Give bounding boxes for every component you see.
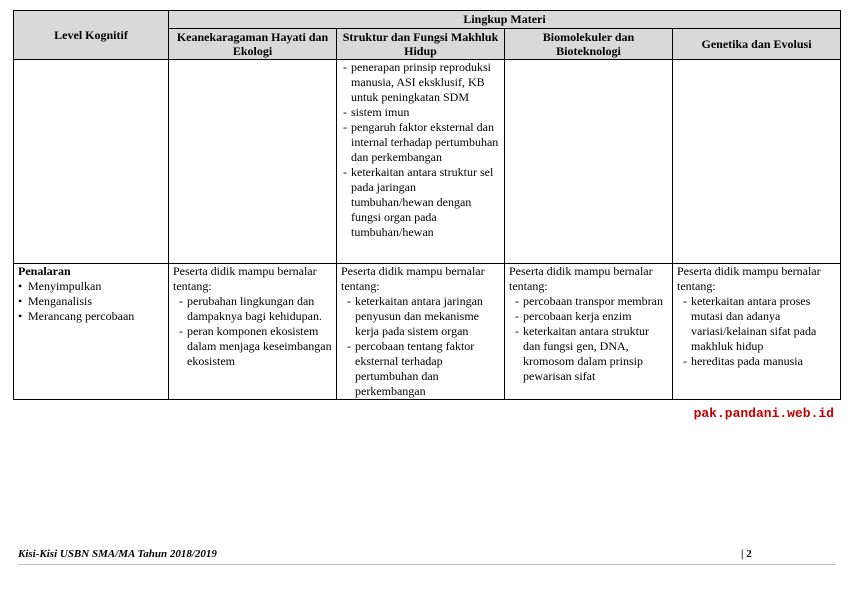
table-cell-struktur: [337, 264, 505, 400]
list-item: - sistem imun: [341, 105, 500, 120]
watermark-link[interactable]: pak.pandani.web.id: [693, 406, 834, 421]
cell-intro: Peserta didik mampu bernalar tentang:: [677, 264, 821, 293]
table-row-continuation: [14, 60, 841, 264]
list-item: • Menganalisis: [18, 294, 164, 309]
column-header-genetika: Genetika dan Evolusi: [673, 29, 841, 60]
list-item: - peran komponen ekosistem dalam menjaga keseimbangan ekosistem: [173, 324, 332, 369]
list-item: - percobaan kerja enzim: [509, 309, 668, 324]
kisi-kisi-table: [13, 10, 841, 400]
level-title: Penalaran: [18, 264, 71, 278]
cell-intro: Peserta didik mampu bernalar tentang:: [173, 264, 317, 293]
list-item: - perubahan lingkungan dan dampaknya bagi kehidupan.: [173, 294, 332, 324]
list-item: - percobaan tentang faktor eksternal terhadap pertumbuhan dan perkembangan: [341, 339, 500, 399]
list-item: - penerapan prinsip reproduksi manusia, ASI eksklusif, KB untuk peningkatan SDM: [341, 60, 500, 105]
lingkup-materi-header: Lingkup Materi: [169, 11, 841, 29]
table-cell-struktur-continued: [337, 60, 505, 264]
list-item: - keterkaitan antara proses mutasi dan adanya variasi/kelainan sifat pada makhluk hidup: [677, 294, 836, 354]
list-item: - keterkaitan antara struktur sel pada jaringan tumbuhan/hewan dengan fungsi organ pada tumbuhan/hewan: [341, 165, 500, 240]
footer-separator: |: [741, 548, 744, 560]
column-header-keanekaragaman: Keanekaragaman Hayati dan Ekologi: [169, 29, 337, 60]
table-cell: [673, 60, 841, 264]
list-item: • Merancang percobaan: [18, 309, 164, 324]
table-cell-biomolekuler: [505, 264, 673, 400]
page-footer: [18, 546, 836, 565]
table-cell-level: [14, 264, 169, 400]
column-header-biomolekuler: Biomolekuler dan Bioteknologi: [505, 29, 673, 60]
page-number-block: [741, 548, 752, 560]
header-row-main: [14, 11, 841, 29]
table-cell: [169, 60, 337, 264]
list-item: - pengaruh faktor eksternal dan internal terhadap pertumbuhan dan perkembangan: [341, 120, 500, 165]
cell-intro: Peserta didik mampu bernalar tentang:: [509, 264, 653, 293]
list-item: - percobaan transpor membran: [509, 294, 668, 309]
table-cell-genetika: [673, 264, 841, 400]
list-item: • Menyimpulkan: [18, 279, 164, 294]
list-item: - keterkaitan antara struktur dan fungsi gen, DNA, kromosom dalam prinsip pewarisan sifat: [509, 324, 668, 384]
table-cell-keanekaragaman: [169, 264, 337, 400]
column-header-struktur: Struktur dan Fungsi Makhluk Hidup: [337, 29, 505, 60]
list-item: - hereditas pada manusia: [677, 354, 836, 369]
level-kognitif-header: Level Kognitif: [14, 11, 169, 60]
table-cell: [505, 60, 673, 264]
list-item: - keterkaitan antara jaringan penyusun dan mekanisme kerja pada sistem organ: [341, 294, 500, 339]
table-cell: [14, 60, 169, 264]
page-number: 2: [746, 548, 752, 560]
cell-intro: Peserta didik mampu bernalar tentang:: [341, 264, 485, 293]
table-row-penalaran: [14, 264, 841, 400]
footer-title: Kisi-Kisi USBN SMA/MA Tahun 2018/2019: [18, 548, 217, 560]
